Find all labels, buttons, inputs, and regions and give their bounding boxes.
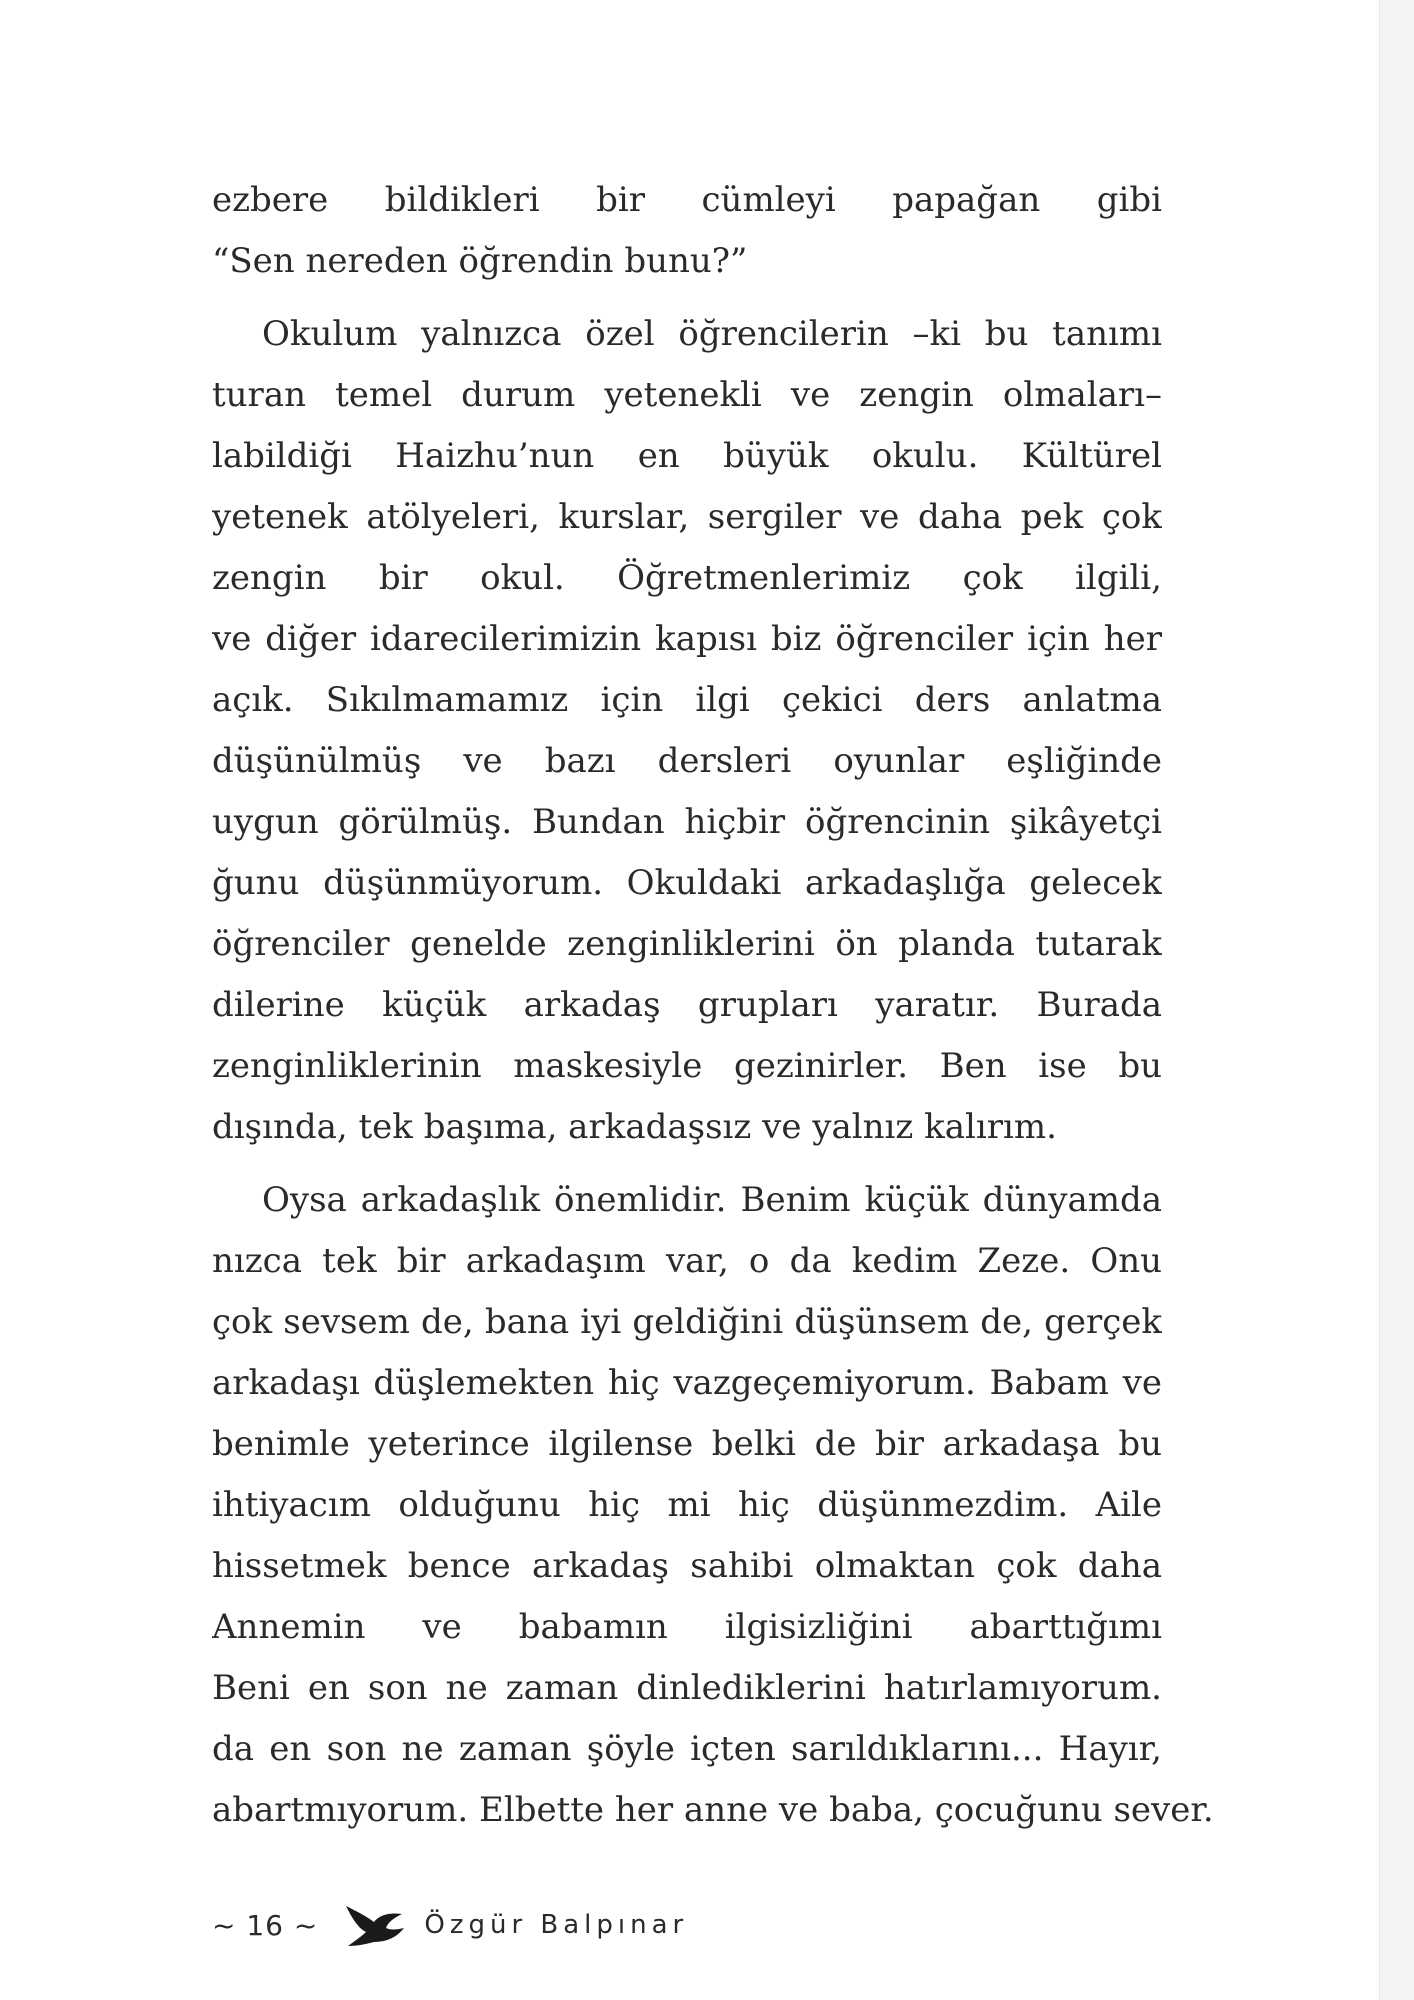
- swallow-bird-icon: [344, 1902, 406, 1948]
- text-line: Beni en son ne zaman dinlediklerini hatırlamıyorum.: [212, 1668, 1162, 1708]
- text-line: zengin bir okul. Öğretmenlerimiz çok ilgili,: [212, 558, 1162, 598]
- text-line: yetenek atölyeleri, kurslar, sergiler ve daha pek çok: [212, 497, 1162, 537]
- page-number: ~ 16 ~: [212, 1908, 319, 1942]
- text-line: turan temel durum yetenekli ve zengin olmaları–: [212, 375, 1162, 415]
- text-line: da en son ne zaman şöyle içten sarıldıklarını... Hayır,: [212, 1729, 1162, 1769]
- text-line: ihtiyacım olduğunu hiç mi hiç düşünmezdim. Aile: [212, 1485, 1162, 1525]
- text-line: “Sen nereden öğrendin bunu?”: [212, 241, 748, 281]
- author-name: Özgür Balpınar: [424, 1910, 689, 1940]
- page-edge: [1379, 0, 1414, 2000]
- text-line: öğrenciler genelde zenginliklerini ön planda tutarak: [212, 924, 1162, 964]
- text-line: benimle yeterince ilgilense belki de bir arkadaşa bu: [212, 1424, 1162, 1464]
- text-line: çok sevsem de, bana iyi geldiğini düşünsem de, gerçek: [212, 1302, 1162, 1342]
- text-line: ğunu düşünmüyorum. Okuldaki arkadaşlığa gelecek: [212, 863, 1162, 903]
- text-line: nızca tek bir arkadaşım var, o da kedim Zeze. Onu: [212, 1241, 1162, 1281]
- text-line: açık. Sıkılmamamız için ilgi çekici ders anlatma: [212, 680, 1162, 720]
- text-line: uygun görülmüş. Bundan hiçbir öğrencinin şikâyetçi: [212, 802, 1162, 842]
- text-line: ezbere bildikleri bir cümleyi papağan gibi: [212, 180, 1162, 220]
- paragraph: [212, 170, 1162, 292]
- paragraph: [212, 304, 1162, 1158]
- text-line: ve diğer idarecilerimizin kapısı biz öğrenciler için her: [212, 619, 1162, 659]
- text-line: hissetmek bence arkadaş sahibi olmaktan çok daha: [212, 1546, 1162, 1586]
- text-line: zenginliklerinin maskesiyle gezinirler. Ben ise bu: [212, 1046, 1162, 1086]
- text-line: labildiği Haizhu’nun en büyük okulu. Kültürel: [212, 436, 1162, 476]
- text-line: Oysa arkadaşlık önemlidir. Benim küçük dünyamda: [262, 1180, 1162, 1220]
- text-line: Okulum yalnızca özel öğrencilerin –ki bu tanımı: [262, 314, 1162, 354]
- text-line: dilerine küçük arkadaş grupları yaratır. Burada: [212, 985, 1162, 1025]
- text-line: abartmıyorum. Elbette her anne ve baba, çocuğunu sever.: [212, 1790, 1214, 1830]
- body-text: [212, 170, 1214, 1841]
- text-line: düşünülmüş ve bazı dersleri oyunlar eşliğinde: [212, 741, 1162, 781]
- text-line: Annemin ve babamın ilgisizliğini abarttığımı: [212, 1607, 1162, 1647]
- paragraph: [212, 1170, 1214, 1841]
- text-line: dışında, tek başıma, arkadaşsız ve yalnız kalırım.: [212, 1107, 1057, 1147]
- text-line: arkadaşı düşlemekten hiç vazgeçemiyorum. Babam ve: [212, 1363, 1162, 1403]
- page-footer: [212, 1900, 688, 1950]
